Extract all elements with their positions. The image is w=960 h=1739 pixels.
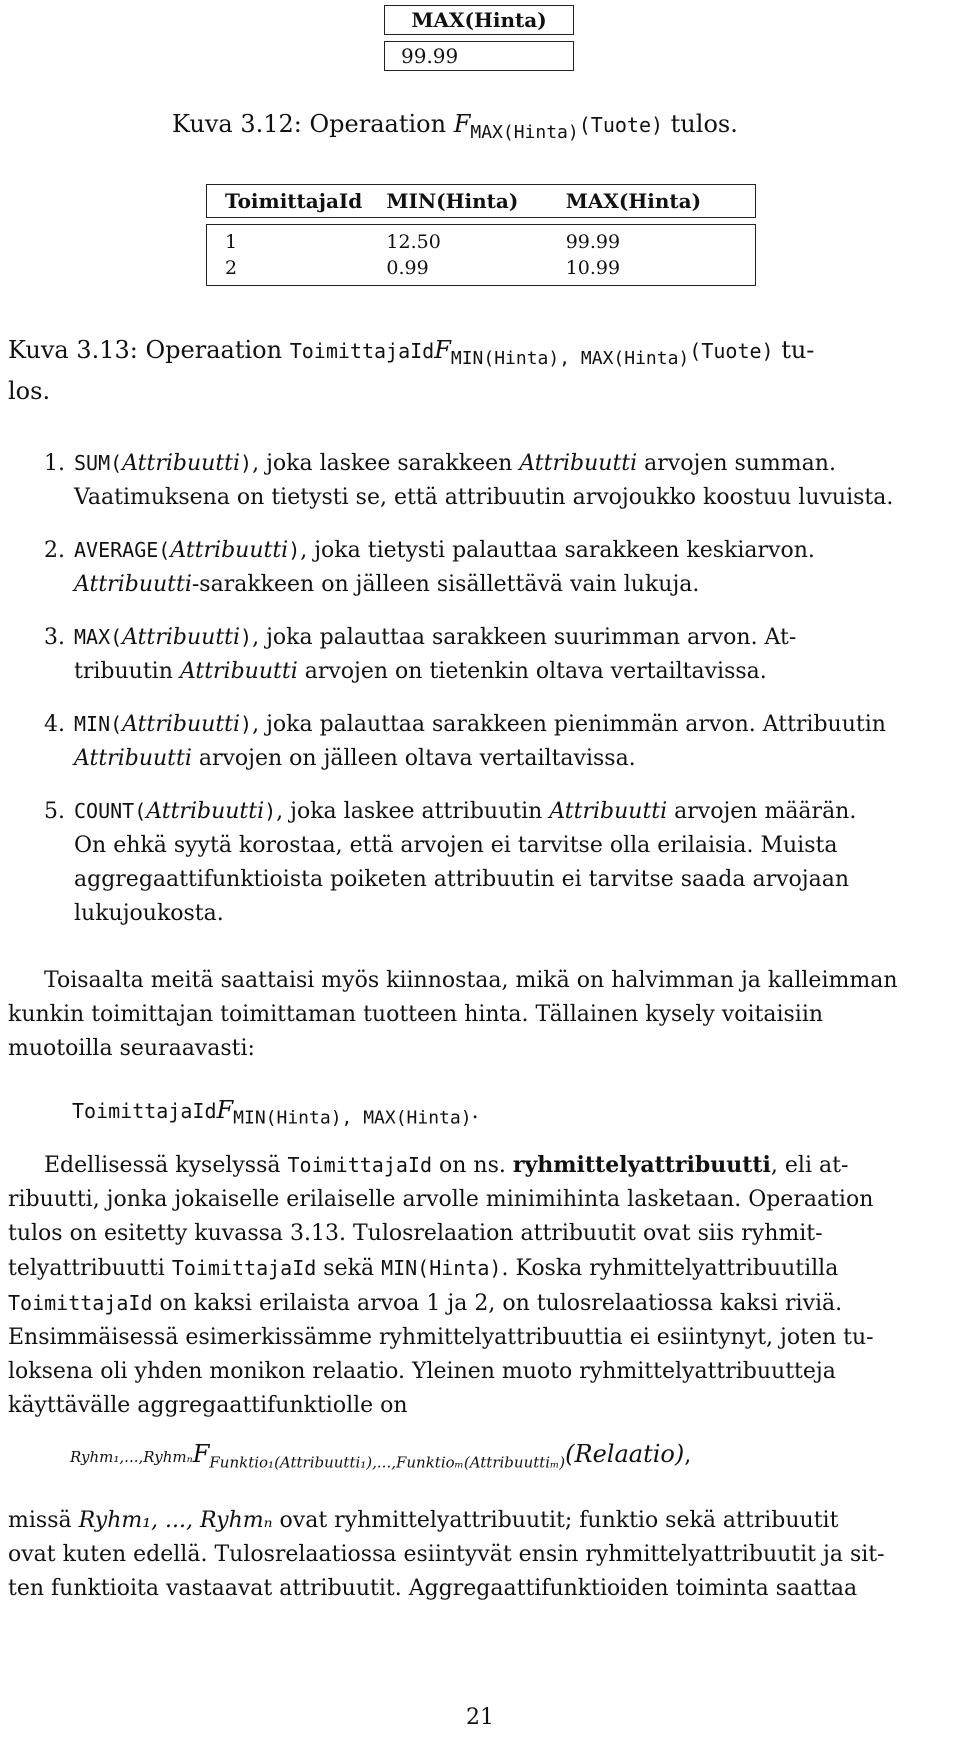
paragraph-line: ovat kuten edellä. Tulosrelaatiossa esiintyvät ensin ryhmittelyattribuutit ja sit-: [8, 1542, 885, 1567]
formula-punctuation: .: [471, 1099, 479, 1124]
attribute-name: Attribuutti: [122, 625, 241, 650]
body-paragraph: [8, 1504, 952, 1606]
group-attribute: ToimittajaId: [289, 339, 435, 363]
paragraph-line: [8, 1148, 952, 1183]
attribute-name: Attribuutti: [179, 659, 298, 684]
operator-symbol: F: [434, 336, 451, 364]
item-text: aggregaattifunktioista poiketen attribuutin ei tarvitse saada arvojaan: [74, 867, 849, 892]
attribute-name: Attribuutti: [122, 451, 241, 476]
list-item: [44, 707, 940, 776]
function-name: SUM(: [74, 451, 123, 475]
operator-subscript: MAX(Hinta): [470, 121, 579, 143]
operator-argument: (Relaatio): [565, 1440, 685, 1468]
list-number: 5.: [44, 799, 65, 824]
caption-line: los.: [8, 376, 51, 405]
item-text: , joka tietysti palauttaa sarakkeen keskiarvon.: [300, 538, 815, 563]
list-item: [44, 794, 940, 931]
group-attribute: ToimittajaId: [72, 1099, 217, 1123]
paragraph-line: Ensimmäisessä esimerkissämme ryhmittelyattribuuttia ei esiintynyt, joten tu-: [8, 1325, 874, 1350]
page-number: 21: [466, 1705, 494, 1730]
operator-argument: (Tuote): [578, 113, 664, 137]
function-close: ): [240, 451, 253, 475]
table-cell: 1: [225, 231, 238, 253]
list-number: 3.: [44, 625, 65, 650]
code-term: ToimittajaId: [171, 1256, 317, 1280]
table-body: [206, 224, 756, 286]
text: . Koska ryhmittelyattribuutilla: [501, 1256, 839, 1281]
attribute-name: Attribuutti: [122, 712, 241, 737]
math-term: Ryhm₁, ..., Ryhmₙ: [78, 1508, 273, 1533]
caption-text: Kuva 3.13: Operaation: [8, 336, 290, 364]
caption-text: Kuva 3.12: Operaation: [172, 110, 454, 138]
aggregate-function-list: [44, 446, 940, 931]
table-row: [384, 41, 574, 71]
item-text: -sarakkeen on jälleen sisällettävä vain lukuja.: [191, 572, 700, 597]
table-cell: 99.99: [401, 44, 459, 68]
operator-subscript: MIN(Hinta), MAX(Hinta): [233, 1107, 472, 1129]
item-text: , joka palauttaa sarakkeen suurimman arvon. At-: [252, 625, 797, 650]
header-cell: MAX(Hinta): [565, 189, 702, 213]
body-paragraph: [8, 1148, 952, 1423]
attribute-name: Attribuutti: [146, 799, 265, 824]
text: sekä: [316, 1256, 382, 1281]
paragraph-line: [8, 1504, 952, 1538]
item-text: tribuutin: [74, 659, 180, 684]
table-cell: 10.99: [565, 257, 621, 279]
header-cell: MIN(Hinta): [386, 189, 519, 213]
table-header: [206, 184, 756, 218]
list-item: [44, 446, 940, 515]
table-cell: 99.99: [565, 231, 621, 253]
header-cell: ToimittajaId: [225, 189, 363, 213]
function-close: ): [264, 799, 277, 823]
operator-subscript: Funktio₁(Attribuutti₁),...,Funktioₘ(Attribuuttiₘ): [209, 1453, 566, 1472]
operator-symbol: F: [453, 110, 471, 138]
table-cell: 12.50: [386, 231, 441, 253]
item-text: , joka laskee sarakkeen: [252, 451, 520, 476]
table-row: [207, 229, 755, 255]
function-name: MAX(: [74, 625, 123, 649]
function-name: AVERAGE(: [74, 538, 171, 562]
caption-text: tulos.: [663, 110, 738, 138]
item-text: , joka laskee attribuutin: [276, 799, 550, 824]
text: missä: [8, 1508, 79, 1533]
paragraph-line: Toisaalta meitä saattaisi myös kiinnostaa, mikä on halvimman ja kalleimman: [44, 968, 898, 993]
item-text: Vaatimuksena on tietysti se, että attribuutin arvojoukko koostuu luvuista.: [74, 485, 894, 510]
result-table-max: [384, 5, 574, 71]
paragraph-line: loksena oli yhden monikon relaatio. Yleinen muoto ryhmittelyattribuutteja: [8, 1359, 836, 1384]
code-term: ToimittajaId: [287, 1153, 432, 1177]
table-cell: 0.99: [386, 257, 429, 279]
function-close: ): [288, 538, 301, 562]
defined-term: ryhmittelyattribuutti: [512, 1152, 771, 1178]
paragraph-line: [8, 1251, 952, 1286]
operator-symbol: F: [216, 1096, 234, 1124]
list-number: 2.: [44, 538, 65, 563]
result-table-grouped: [206, 184, 756, 286]
item-text: arvojen määrän.: [667, 799, 857, 824]
paragraph-line: muotoilla seuraavasti:: [8, 1036, 255, 1061]
header-cell: MAX(Hinta): [411, 8, 547, 32]
general-grouping-formula: [70, 1440, 691, 1471]
item-text: arvojen on tietenkin oltava vertailtavissa.: [297, 659, 767, 684]
paragraph-line: käyttävälle aggregaattifunktiolle on: [8, 1393, 408, 1418]
attribute-name: Attribuutti: [519, 451, 638, 476]
list-number: 4.: [44, 712, 65, 737]
text: ovat ryhmittelyattribuutit; funktio sekä attribuutit: [272, 1508, 839, 1533]
function-close: ): [240, 712, 253, 736]
operator-subscript: MIN(Hinta), MAX(Hinta): [450, 347, 690, 369]
text: on ns.: [432, 1153, 513, 1178]
paragraph-line: kunkin toimittajan toimittaman tuotteen hinta. Tällainen kysely voitaisiin: [8, 1002, 824, 1027]
attribute-name: Attribuutti: [74, 746, 192, 771]
item-text: arvojen summan.: [637, 451, 836, 476]
caption-line: [8, 334, 944, 375]
formula-punctuation: ,: [684, 1443, 692, 1468]
attribute-name: Attribuutti: [74, 572, 192, 597]
function-name: MIN(: [74, 712, 123, 736]
paragraph-line: [8, 1286, 952, 1321]
list-item: [44, 620, 940, 689]
figure-caption-3-12: [172, 110, 738, 143]
paragraph-line: ribuutti, jonka jokaiselle erilaiselle arvolle minimihinta lasketaan. Operaation: [8, 1187, 874, 1212]
operator-symbol: F: [192, 1440, 210, 1468]
caption-text: tu-: [773, 336, 815, 364]
item-text: lukujoukosta.: [74, 901, 224, 926]
operator-argument: (Tuote): [689, 339, 774, 363]
table-row: [207, 255, 755, 281]
code-term: MIN(Hinta): [381, 1256, 502, 1280]
group-attributes: Ryhm₁,...,Ryhmₙ: [70, 1448, 193, 1466]
text: on kaksi erilaista arvoa 1 ja 2, on tulosrelaatiossa kaksi riviä.: [152, 1291, 843, 1316]
list-item: [44, 533, 940, 602]
code-term: ToimittajaId: [8, 1291, 153, 1315]
table-header: [384, 5, 574, 35]
attribute-name: Attribuutti: [549, 799, 668, 824]
text: , eli at-: [770, 1153, 849, 1178]
attribute-name: Attribuutti: [170, 538, 289, 563]
item-text: , joka palauttaa sarakkeen pienimmän arvon. Attribuutin: [252, 712, 886, 737]
list-number: 1.: [44, 451, 65, 476]
text: Edellisessä kyselyssä: [44, 1153, 288, 1178]
table-cell: 2: [225, 257, 238, 279]
paragraph-line: tulos on esitetty kuvassa 3.13. Tulosrelaation attribuutit ovat siis ryhmit-: [8, 1221, 823, 1246]
body-paragraph: [8, 964, 952, 1066]
function-close: ): [240, 625, 253, 649]
figure-caption-3-13: [8, 334, 944, 407]
function-name: COUNT(: [74, 799, 147, 823]
paragraph-line: ten funktioita vastaavat attribuutit. Aggregaattifunktioiden toiminta saattaa: [8, 1576, 858, 1601]
text: telyattribuutti: [8, 1256, 172, 1281]
item-text: On ehkä syytä korostaa, että arvojen ei tarvitse olla erilaisia. Muista: [74, 833, 838, 858]
item-text: arvojen on jälleen oltava vertailtavissa.: [191, 746, 636, 771]
grouping-formula: [72, 1096, 479, 1128]
